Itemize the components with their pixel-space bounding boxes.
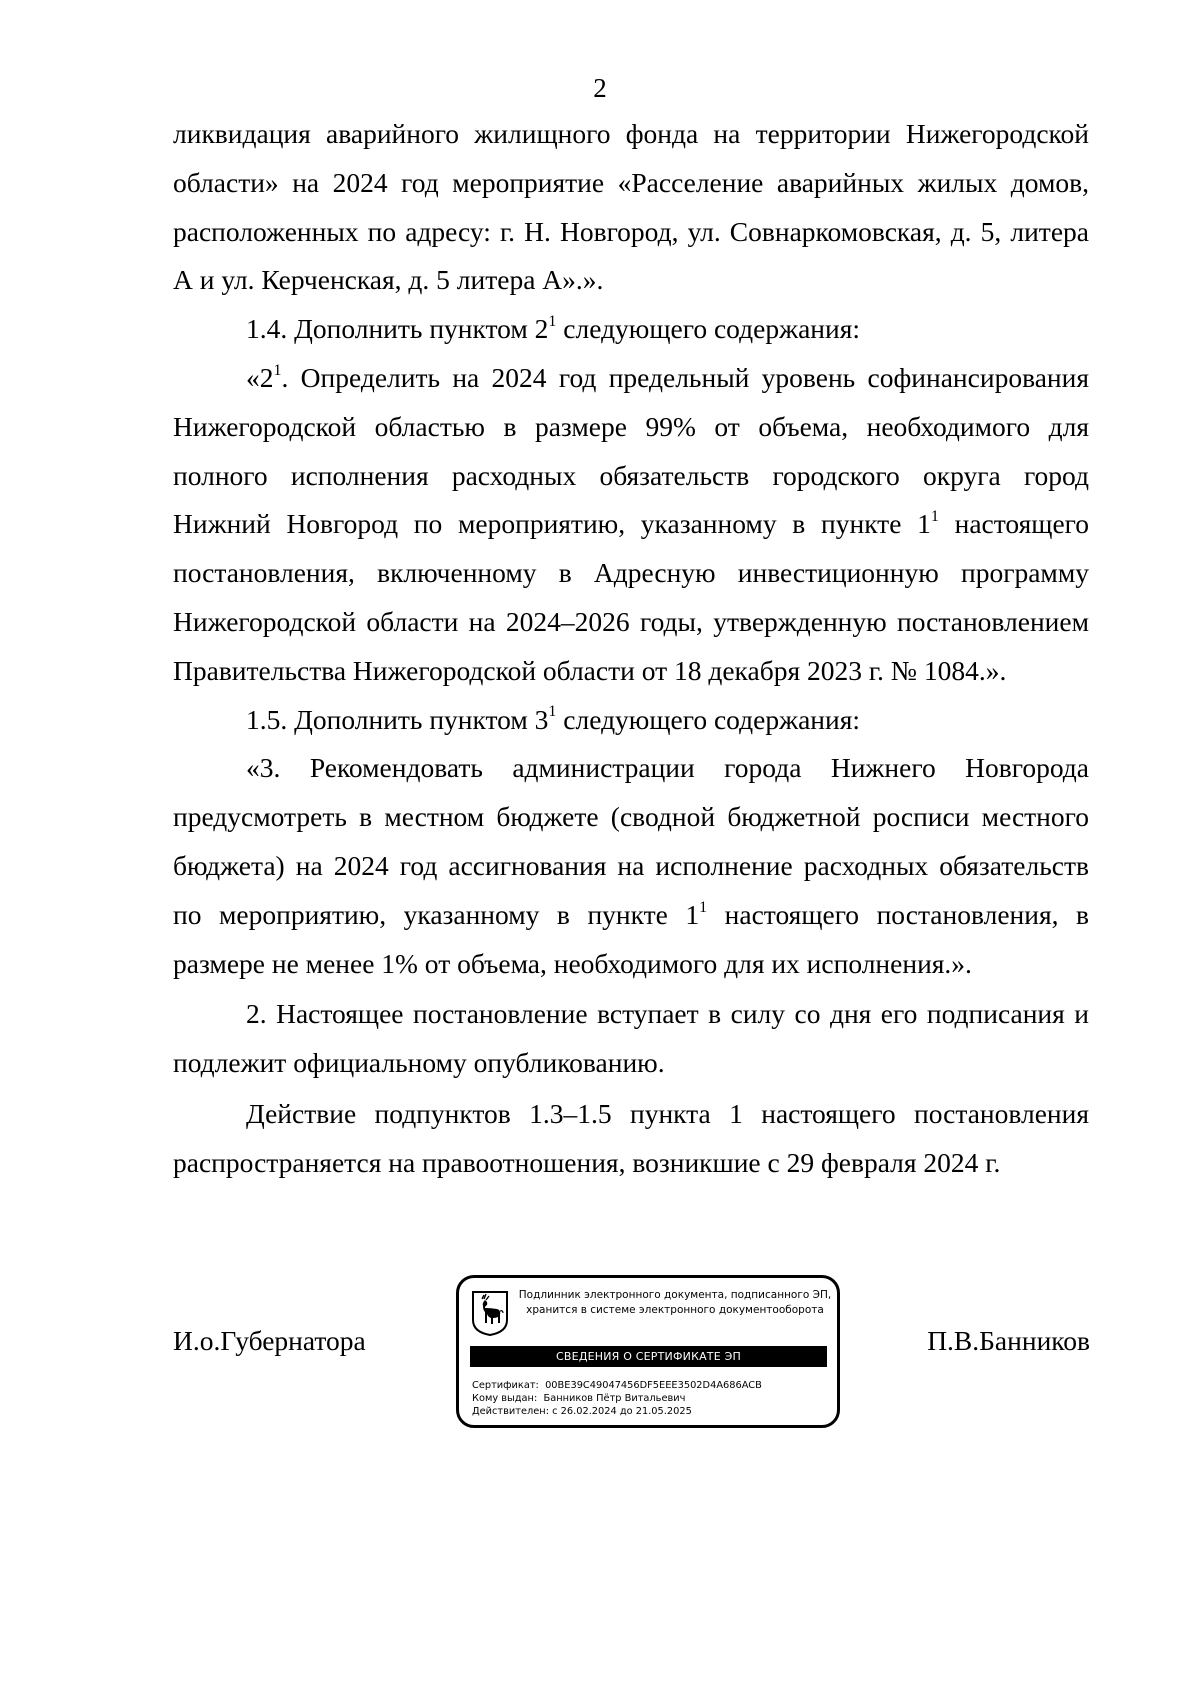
validity-row [472, 1405, 832, 1418]
paragraph-effect [173, 1090, 1089, 1188]
paragraph-text: следующего содержания: [556, 703, 860, 735]
issued-to-value: Банников Пётр Витальевич [543, 1393, 686, 1404]
signatory-title: И.о.Губернатора [173, 1325, 366, 1356]
stamp-header [516, 1288, 834, 1318]
certificate-details [472, 1379, 832, 1418]
issued-to-row [472, 1392, 832, 1405]
stamp-header-line: хранится в системе электронного документооборота [526, 1304, 824, 1316]
stamp-header-line: Подлинник электронного документа, подписанного ЭП, [518, 1289, 832, 1301]
paragraph-text: настоящего постановления, в размере не менее 1% от объема, необходимого для их исполнения.». [173, 898, 1089, 979]
signatory-name: П.В.Банников [927, 1325, 1090, 1356]
paragraph-quote-3 [173, 744, 1089, 988]
paragraph-text: Действие подпунктов 1.3–1.5 пункта 1 настоящего постановления распространяется на правоотношения, возникшие с 29 февраля 2024 г. [173, 1097, 1089, 1178]
paragraph-item-1-4 [173, 305, 1089, 354]
signature-block [0, 1275, 1200, 1435]
validity-label: Действителен: [472, 1406, 550, 1417]
certificate-value: 00BE39C49047456DF5EEE3502D4A686ACB [545, 1380, 762, 1391]
superscript: 1 [930, 508, 939, 526]
paragraph-item-2 [173, 990, 1089, 1088]
paragraph-text: «3. Рекомендовать администрации города Нижнего Новгорода предусмотреть в местном бюджете (сводной бюджетной росписи местного бюджета) на 2024 год ассигнования на исполнение расходных обязательств по мероприятию, указанному в пункте 1 [173, 752, 1089, 930]
paragraph-text: 1.5. Дополнить пунктом 3 [246, 703, 549, 735]
paragraph-text: 2. Настоящее постановление вступает в силу со дня его подписания и подлежит официальному опубликованию. [173, 998, 1089, 1079]
paragraph-text: «2 [246, 361, 274, 393]
paragraph-text: ликвидация аварийного жилищного фонда на территории Нижегородской области» на 2024 год мероприятие «Расселение аварийных жилых домов, расположенных по адресу: г. Н. Новгород, ул. Совнаркомовская, д. 5, литера А и ул. Керченская, д. 5 литера А».». [173, 118, 1089, 296]
electronic-signature-stamp [456, 1275, 840, 1428]
paragraph-item-1-5 [173, 696, 1089, 745]
certificate-row [472, 1379, 832, 1392]
paragraph-text: 1.4. Дополнить пунктом 2 [246, 313, 549, 345]
paragraph-text: настоящего постановления, включенному в Адресную инвестиционную программу Нижегородской области на 2024–2026 годы, утвержденную постановлением Правительства Нижегородской области от 18 декабря 2023 г. № 1084.». [173, 508, 1089, 686]
paragraph-quote-2-1 [173, 354, 1089, 696]
superscript: 1 [548, 703, 557, 721]
document-body [173, 110, 1089, 1188]
issued-to-label: Кому выдан: [472, 1393, 538, 1404]
superscript: 1 [273, 361, 282, 379]
certificate-label: Сертификат: [472, 1380, 539, 1391]
certificate-info-bar: СВЕДЕНИЯ О СЕРТИФИКАТЕ ЭП [470, 1346, 827, 1367]
paragraph-continuation [173, 110, 1089, 305]
superscript: 1 [548, 313, 557, 331]
page-number: 2 [593, 73, 607, 103]
paragraph-text: . Определить на 2024 год предельный уровень софинансирования Нижегородской областью в размере 99% от объема, необходимого для полного исполнения расходных обязательств городского округа город Нижний Новгород по мероприятию, указанному в пункте 1 [173, 361, 1089, 540]
validity-value: с 26.02.2024 до 21.05.2025 [552, 1406, 692, 1417]
nizhny-novgorod-deer-emblem-icon [471, 1290, 509, 1336]
superscript: 1 [699, 898, 708, 916]
paragraph-text: следующего содержания: [556, 313, 860, 345]
